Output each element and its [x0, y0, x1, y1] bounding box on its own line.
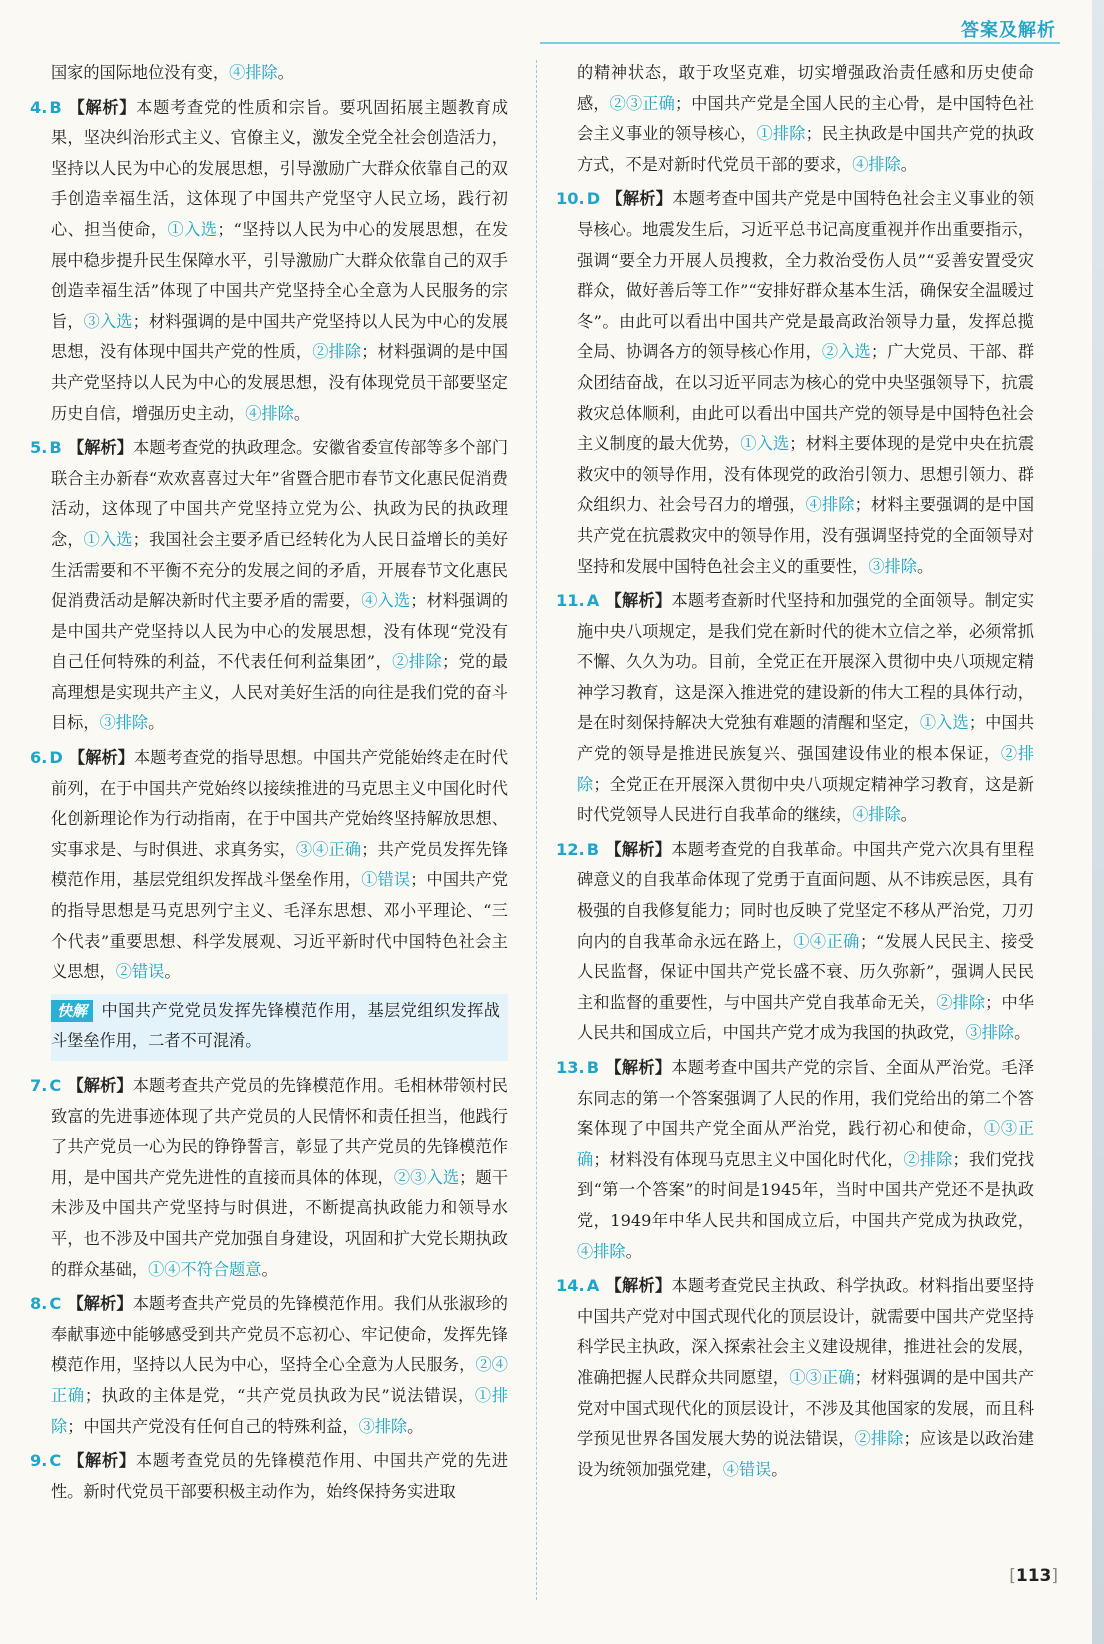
answer-entry-q6: [30, 743, 508, 988]
question-number: 9.: [30, 1451, 48, 1471]
answer-letter: A: [586, 1276, 600, 1296]
analysis-text: ；中国共产党的指导思想是马克思列宁主义、毛泽东思想、邓小平理论、“三个代表”重要思想、科学发展观、习近平新时代中国特色社会主义思想，: [51, 870, 509, 982]
analysis-text: ；“发展人民民主、接受人民监督，保证中国共产党长盛不衰、历久弥新”，强调人民民主和监督的重要性，与中国共产党自我革命无关，: [577, 931, 1034, 1012]
answer-entry-q12: [556, 835, 1034, 1049]
verdict-text: ④入选: [361, 591, 411, 611]
analysis-tag: 【解析】: [605, 839, 672, 859]
analysis-text: ；我们党找到“第一个答案”的时间是1945年，当时中国共产党还不是执政党，1949年中华人民共和国成立后，中国共产党成为执政党，: [577, 1149, 1035, 1230]
analysis-text: ；材料强调的是中国共产党坚持以人民为中心的发展思想，没有体现“党没有自己任何特殊的利益，不代表任何利益集团”，: [51, 591, 509, 672]
verdict-text: ②排除: [903, 1149, 953, 1169]
question-number: 5.: [30, 438, 48, 458]
question-number: 14.: [556, 1276, 585, 1296]
page-number: [113]: [1009, 1566, 1058, 1586]
answer-letter: B: [586, 839, 600, 859]
answer-entry-q10: [556, 184, 1034, 582]
analysis-text: 本题考查新时代坚持和加强党的全面领导。制定实施中央八项规定，是我们党在新时代的徙木立信之举，必须常抓不懈、久久为功。目前，全党正在开展深入贯彻中央八项规定精神学习教育，这是深入推进党的建设新的伟大工程的具体行动，是在时刻保持解决大党独有难题的清醒和坚定，: [577, 591, 1035, 733]
quick-tip-text: 中国共产党党员发挥先锋模范作用，基层党组织发挥战斗堡垒作用，二者不可混淆。: [51, 1000, 500, 1051]
analysis-text: ；执政的主体是党，“共产党员执政为民”说法错误，: [84, 1385, 475, 1405]
verdict-text: ②错误: [115, 962, 165, 982]
question-number: 4.: [30, 97, 48, 117]
continued-text: [556, 58, 1034, 180]
analysis-text: 的精神状态，敢于攻坚克难，切实增强政治责任感和历史使命感，: [577, 63, 1034, 113]
analysis-text: ；材料主要体现的是党中央在抗震救灾中的领导作用，没有体现党的政治引领力、思想引领力、群众组织力、社会号召力的增强，: [577, 434, 1035, 515]
analysis-text: 。: [625, 1241, 642, 1261]
analysis-text: ；材料强调的是中国共产党对中国式现代化的顶层设计，不涉及其他国家的发展，而且科学预见世界各国发展大势的说法错误，: [577, 1367, 1035, 1449]
verdict-text: ②③入选: [393, 1167, 460, 1187]
analysis-text: 本题考查共产党员的先锋模范作用。毛相林带领村民致富的先进事迹体现了共产党员的人民情怀和责任担当，他践行了共产党员一心为民的铮铮誓言，彰显了共产党员的先锋模范作用，是中国共产党先进性的直接而具体的体现，: [51, 1076, 508, 1187]
verdict-text: ③排除: [965, 1023, 1015, 1043]
verdict-text: ①入选: [740, 434, 790, 454]
verdict-text: ①入选: [83, 529, 133, 549]
verdict-text: ②排除: [854, 1429, 904, 1449]
analysis-text: ；中国共产党是全国人民的主心骨，是中国特色社会主义事业的领导核心，: [577, 93, 1035, 144]
verdict-text: ④错误: [722, 1459, 772, 1479]
verdict-text: ④排除: [577, 1241, 626, 1261]
verdict-text: ①入选: [167, 219, 218, 239]
right-column: [556, 58, 1034, 1489]
analysis-text: ；党的最高理想是实现共产主义，人民对美好生活的向往是我们党的奋斗目标，: [51, 652, 508, 733]
analysis-text: ；中华人民共和国成立后，中国共产党才成为我国的执政党，: [577, 992, 1035, 1043]
question-number: 10.: [556, 189, 585, 209]
quick-tip-label: 快解: [51, 1000, 93, 1022]
question-number: 13.: [556, 1058, 585, 1077]
analysis-text: 本题考查党民主执政、科学执政。材料指出要坚持中国共产党对中国式现代化的顶层设计，就需要中国共产党坚持科学民主执政，深入探索社会主义建设规律，推进社会的发展，准确把握人民群众共同愿望，: [577, 1276, 1035, 1387]
answer-entry-q7: [30, 1071, 508, 1285]
analysis-text: 本题考查党的自我革命。中国共产党六次具有里程碑意义的自我革命体现了党勇于直面问题、从不讳疾忌医，具有极强的自我修复能力；同时也反映了党坚定不移从严治党，刀刃向内的自我革命永远在路上，: [577, 839, 1035, 951]
analysis-text: ；应该是以政治建设为统领加强党建，: [577, 1429, 1035, 1479]
answer-entry-q5: [30, 433, 508, 739]
answer-letter: D: [586, 189, 601, 209]
verdict-text: ②③正确: [609, 93, 675, 113]
verdict-text: ②排除: [312, 342, 362, 362]
answer-letter: C: [49, 1451, 62, 1471]
analysis-text: ；“坚持以人民为中心的发展思想，在发展中稳步提升民生保障水平，引导激励广大群众依靠自己的双手创造幸福生活”体现了中国共产党坚持全心全意为人民服务的宗旨，: [51, 219, 509, 331]
analysis-text: ；民主执政是中国共产党的执政方式，不是对新时代党员干部的要求，: [577, 124, 1035, 174]
verdict-text: ①排除: [756, 124, 806, 144]
analysis-tag: 【解析】: [67, 438, 134, 458]
analysis-tag: 【解析】: [67, 1076, 133, 1095]
analysis-tag: 【解析】: [605, 591, 672, 611]
analysis-text: 本题考查中国共产党的宗旨、全面从严治党。毛泽东同志的第一个答案强调了人民的作用，我们党给出的第二个答案体现了中国共产党全面从严治党，践行初心和使命，: [577, 1058, 1035, 1139]
answer-entry-q8: [30, 1289, 508, 1442]
analysis-text: 。: [261, 1259, 278, 1279]
verdict-text: ①入选: [919, 713, 969, 733]
analysis-text: 本题考查中国共产党是中国特色社会主义事业的领导核心。地震发生后，习近平总书记高度重视并作出重要指示，强调“要全力开展人员搜救，全力救治受伤人员”“妥善安置受灾群众，做好善后等工作”“安排好群众基本生活，确保安全温暖过冬”。由此可以看出中国共产党是最高政治领导力量，发挥总揽全局、协调各方的领导核心作用，: [577, 189, 1035, 362]
quick-tip-box: [51, 994, 508, 1061]
verdict-text: ②排除: [577, 744, 1035, 794]
verdict-text: ③④正确: [295, 839, 362, 859]
question-number: 8.: [30, 1294, 48, 1314]
analysis-text: 。: [916, 556, 934, 576]
answer-letter: A: [586, 591, 600, 611]
answer-letter: B: [49, 438, 62, 458]
analysis-text: ；广大党员、干部、群众团结奋战，在以习近平同志为核心的党中央坚强领导下，抗震救灾总体顺利，由此可以看出中国共产党的领导是中国特色社会主义制度的最大优势，: [577, 342, 1035, 454]
answer-letter: D: [49, 748, 63, 768]
analysis-text: 。: [293, 403, 310, 423]
analysis-text: 。: [1014, 1023, 1031, 1043]
analysis-text: 本题考查党员的先锋模范作用、中国共产党的先进性。新时代党员干部要积极主动作为，始终保持务实进取: [51, 1451, 509, 1501]
verdict-text: ③排除: [99, 713, 149, 733]
verdict-text: ④排除: [245, 403, 294, 423]
column-divider: [536, 60, 537, 1600]
verdict-text: ②④正确: [51, 1355, 508, 1405]
verdict-text: ②排除: [392, 652, 442, 672]
question-number: 11.: [556, 591, 585, 611]
analysis-text: ；中国共产党没有任何自己的特殊利益，: [67, 1416, 359, 1436]
verdict-text: ①排除: [51, 1385, 509, 1436]
analysis-text: 。: [771, 1459, 788, 1479]
analysis-text: 国家的国际地位没有变，: [51, 63, 230, 82]
answer-entry-q14: [556, 1271, 1034, 1485]
analysis-text: 本题考查党的执政理念。安徽省委宣传部等多个部门联合主办新春“欢欢喜喜过大年”省暨合肥市春节文化惠民促消费活动，这体现了中国共产党坚持立党为公、执政为民的执政理念，: [51, 438, 509, 549]
analysis-text: 本题考查党的性质和宗旨。要巩固拓展主题教育成果，坚决纠治形式主义、官僚主义，激发全党全社会创造活力，坚持以人民为中心的发展思想，引导激励广大群众依靠自己的双手创造幸福生活，这体现了中国共产党坚守人民立场，践行初心、担当使命，: [51, 97, 509, 239]
analysis-text: 本题考查共产党员的先锋模范作用。我们从张淑珍的奉献事迹中能够感受到共产党员不忘初心、牢记使命，发挥先锋模范作用，坚持以人民为中心，坚持全心全意为人民服务，: [51, 1294, 508, 1375]
page-number-value: 113: [1015, 1566, 1052, 1586]
analysis-text: ；材料强调的是中国共产党坚持以人民为中心的发展思想，没有体现党员干部要坚定历史自信，增强历史主动，: [51, 342, 509, 423]
continued-text: [30, 58, 508, 89]
page-edge-tab: [1092, 0, 1104, 1644]
verdict-text: ③排除: [868, 556, 917, 576]
answer-entry-q13: [556, 1053, 1034, 1267]
analysis-text: ；材料没有体现马克思主义中国化时代化，: [593, 1149, 904, 1169]
analysis-text: 。: [164, 962, 181, 982]
verdict-text: ④排除: [852, 154, 901, 174]
verdict-text: ②排除: [936, 992, 986, 1012]
analysis-text: 。: [900, 154, 917, 174]
analysis-text: ；全党正在开展深入贯彻中央八项规定精神学习教育，这是新时代党领导人民进行自我革命的继续，: [577, 774, 1034, 825]
analysis-text: ；共产党员发挥先锋模范作用，基层党组织发挥战斗堡垒作用，: [51, 839, 509, 890]
answer-entry-q11: [556, 586, 1034, 831]
verdict-text: ①③正确: [789, 1367, 855, 1387]
question-number: 7.: [30, 1076, 48, 1095]
answer-entry-q9: [30, 1446, 508, 1507]
analysis-text: 本题考查党的指导思想。中国共产党能始终走在时代前列，在于中国共产党始终以接续推进的马克思主义中国化时代化创新理论作为行动指南，在于中国共产党始终坚持解放思想、实事求是、与时俱进、求真务实，: [51, 748, 509, 859]
verdict-text: ④排除: [852, 805, 901, 825]
analysis-text: 。: [900, 805, 917, 825]
verdict-text: ①④不符合题意: [148, 1259, 262, 1279]
left-column: [30, 58, 508, 1511]
analysis-tag: 【解析】: [605, 1058, 672, 1077]
verdict-text: ④排除: [229, 63, 278, 82]
verdict-text: ③排除: [358, 1416, 408, 1436]
analysis-text: ；中国共产党的领导是推进民族复兴、强国建设伟业的根本保证，: [577, 713, 1035, 764]
answer-letter: C: [49, 1294, 62, 1314]
analysis-tag: 【解析】: [67, 1294, 133, 1314]
answer-letter: C: [49, 1076, 62, 1095]
section-header: 答案及解析: [961, 20, 1056, 41]
header-rule: [540, 42, 1060, 44]
question-number: 12.: [556, 839, 585, 859]
analysis-text: 。: [148, 713, 165, 733]
answer-letter: B: [49, 97, 62, 117]
analysis-tag: 【解析】: [68, 748, 134, 768]
analysis-text: 。: [407, 1416, 424, 1436]
analysis-text: ；材料主要强调的是中国共产党在抗震救灾中的领导作用，没有强调坚持党的全面领导对坚持和发展中国特色社会主义的重要性，: [577, 495, 1035, 576]
verdict-text: ①③正确: [577, 1119, 1035, 1169]
answer-entry-q4: [30, 93, 508, 430]
verdict-text: ④排除: [805, 495, 855, 515]
analysis-tag: 【解析】: [605, 1276, 672, 1296]
analysis-text: 。: [277, 63, 294, 82]
analysis-text: ；我国社会主要矛盾已经转化为人民日益增长的美好生活需要和不平衡不充分的发展之间的矛盾，开展春节文化惠民促消费活动是解决新时代主要矛盾的需要，: [51, 529, 509, 611]
verdict-text: ②入选: [821, 342, 871, 362]
answer-letter: B: [586, 1058, 600, 1077]
analysis-tag: 【解析】: [67, 1451, 136, 1471]
analysis-tag: 【解析】: [606, 189, 673, 209]
verdict-text: ③入选: [83, 311, 133, 331]
analysis-text: ；题干未涉及中国共产党坚持与时俱进，不断提高执政能力和领导水平，也不涉及中国共产党加强自身建设，巩固和扩大党长期执政的群众基础，: [51, 1167, 509, 1279]
analysis-tag: 【解析】: [67, 97, 137, 117]
question-number: 6.: [30, 748, 48, 768]
verdict-text: ①错误: [361, 870, 411, 890]
analysis-text: ；材料强调的是中国共产党坚持以人民为中心的发展思想，没有体现中国共产党的性质，: [51, 311, 509, 362]
verdict-text: ①④正确: [793, 931, 860, 951]
